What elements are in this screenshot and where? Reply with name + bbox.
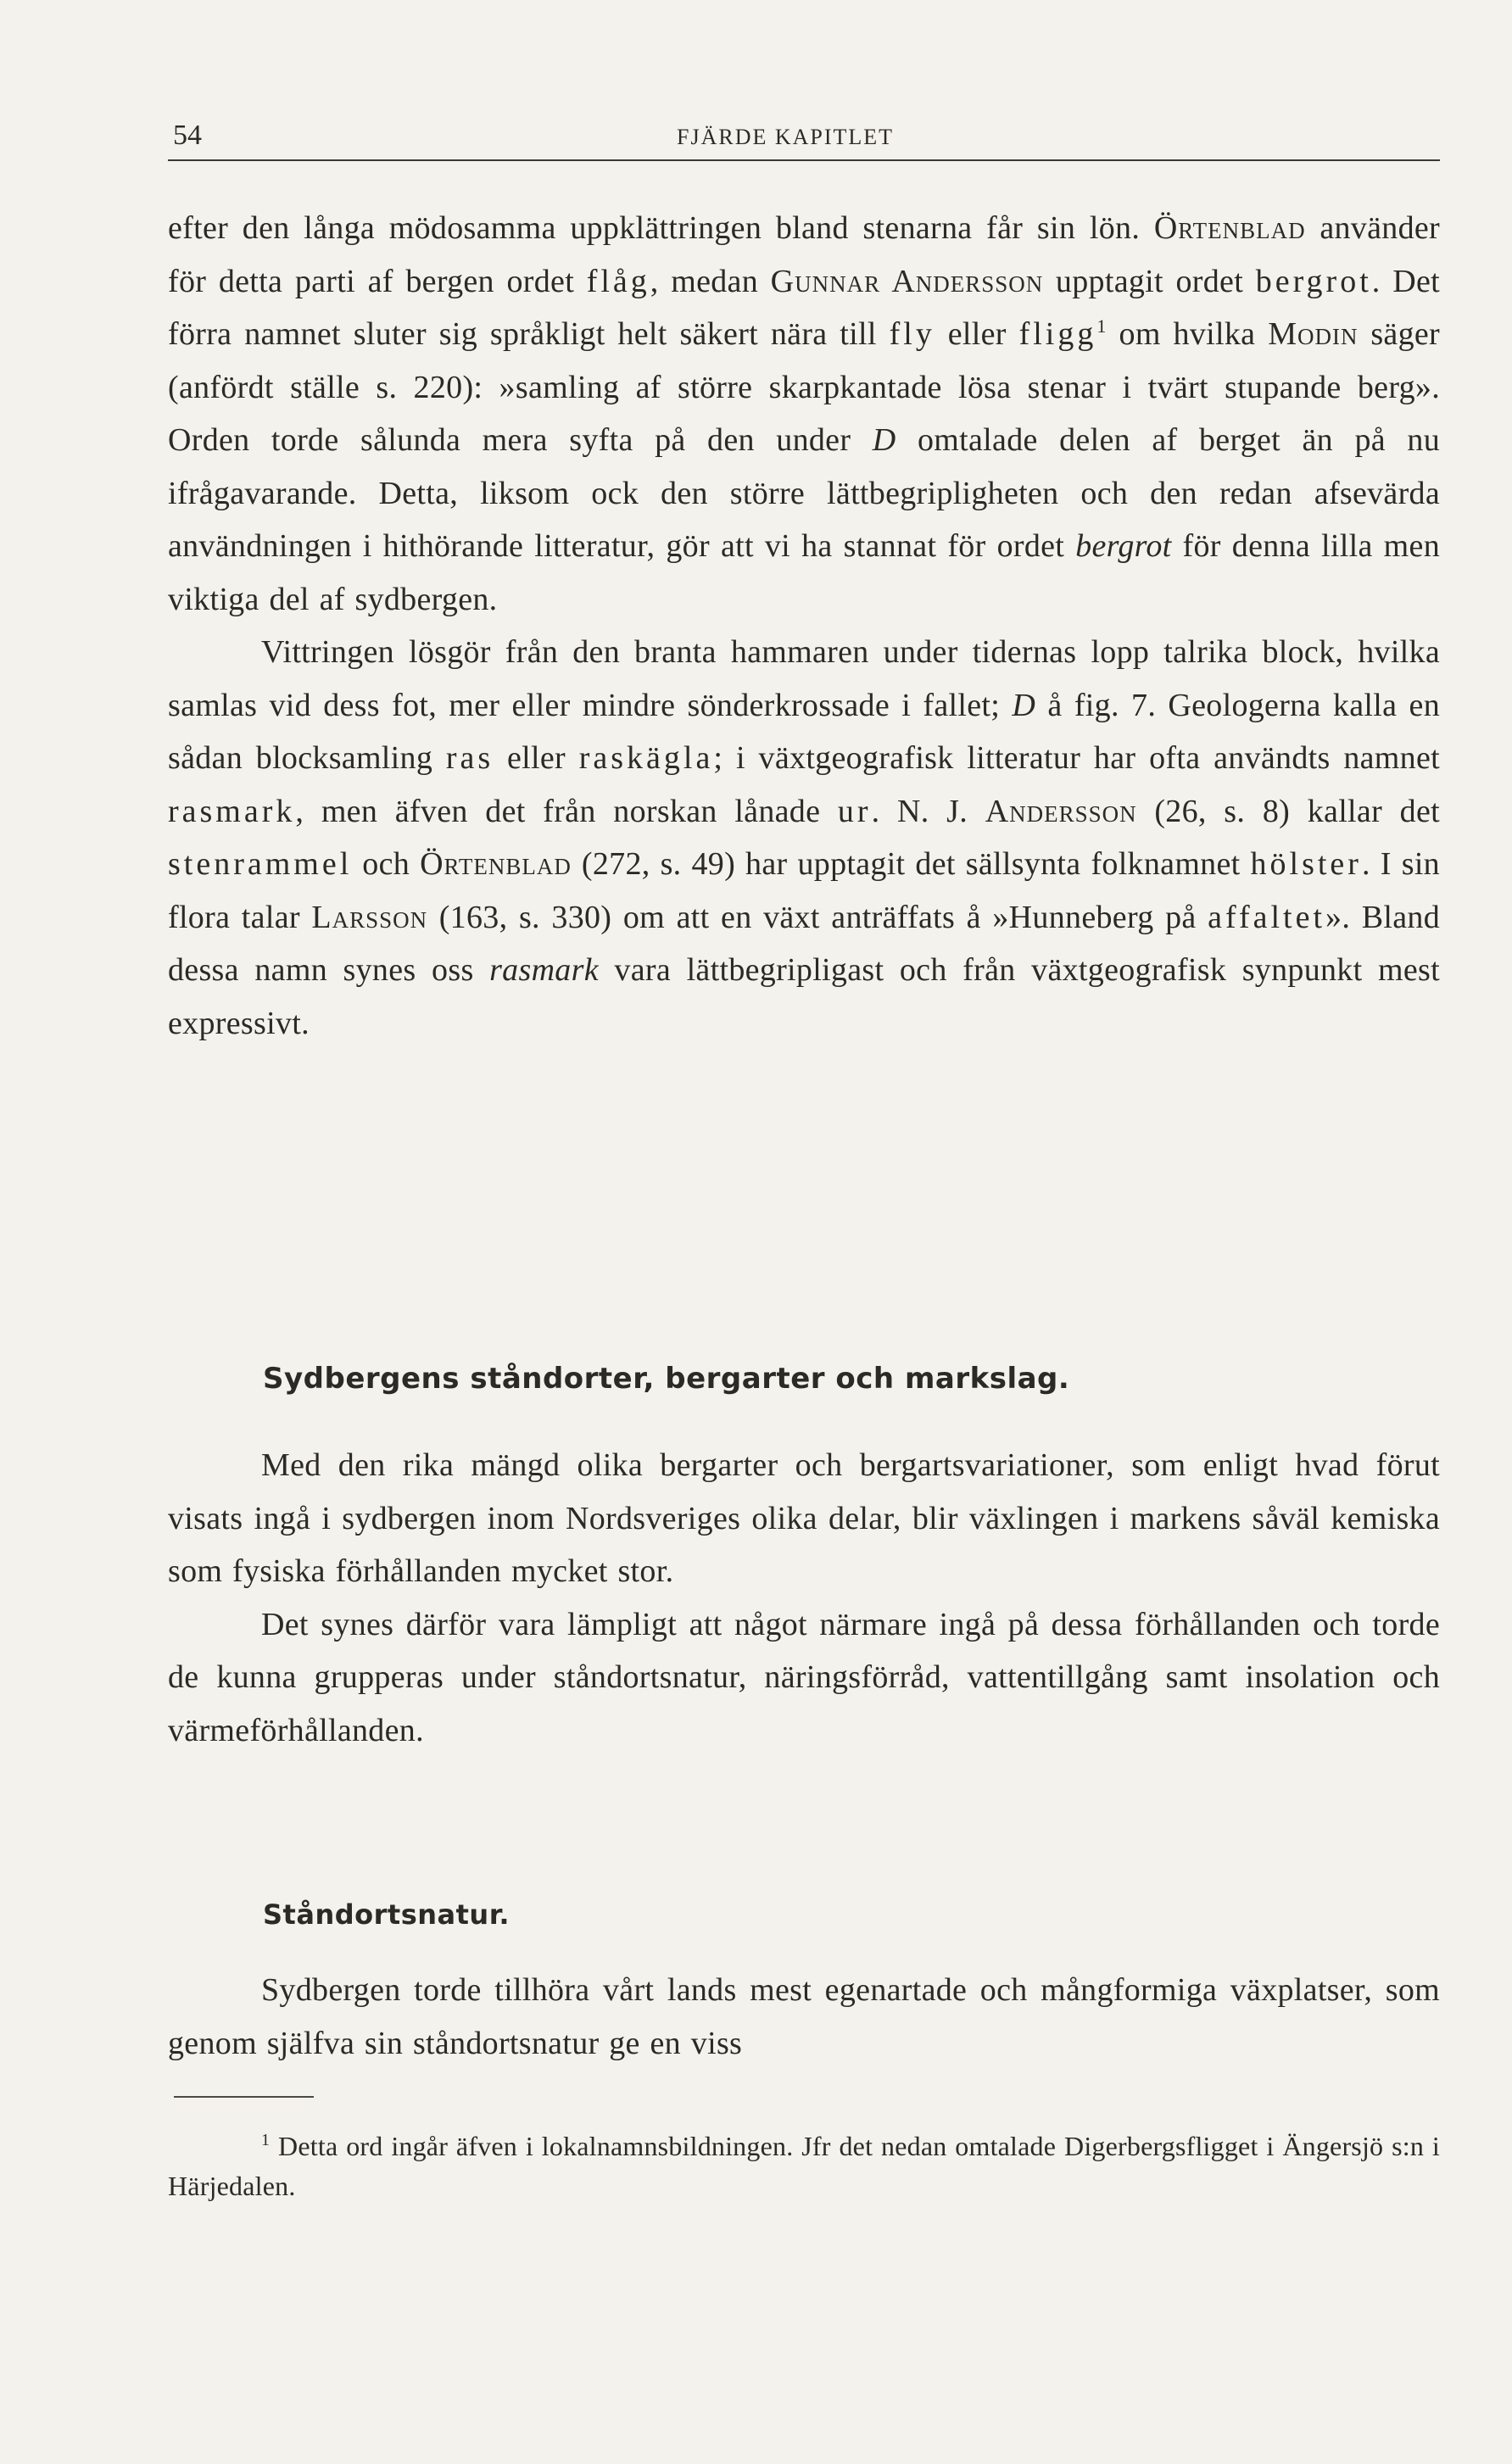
text-run: (272, s. 49) har upptagit det sällsynta folknamnet <box>571 846 1251 882</box>
author-name: Örtenblad <box>1153 210 1306 246</box>
term: ras <box>445 740 494 776</box>
body-lower <box>168 1964 1440 2070</box>
term: affaltet <box>1208 899 1326 935</box>
body-upper <box>168 202 1440 1050</box>
footnote <box>168 2127 1440 2206</box>
text-run: . I sin flora talar <box>168 846 1440 935</box>
text-run: , men äfven det från norskan lånade <box>295 793 838 829</box>
author-name: Larsson <box>311 899 428 935</box>
term: hölster <box>1250 846 1362 882</box>
paragraph-forhallanden: Det synes därför vara lämpligt att något närmare ingå på dessa förhållanden och torde de kunna grupperas under ståndortsnatur, näringsförråd, vattentillgång samt insolation och värmeförhållanden. <box>168 1606 1440 1748</box>
text-run: eller <box>494 740 579 776</box>
term: rasmark <box>168 793 296 829</box>
text-run: efter den långa mödosamma uppklättringen bland stenarna får sin lön. <box>168 210 1141 246</box>
author-name: Örtenblad <box>420 846 572 882</box>
text-run: för denna lilla men viktiga del af sydbergen. <box>168 528 1441 617</box>
footnote-divider <box>174 2096 314 2098</box>
term: stenrammel <box>168 846 353 882</box>
term: fly <box>889 316 935 352</box>
term: ur <box>837 793 872 829</box>
text-run: använder för detta parti af bergen ordet <box>168 210 1440 299</box>
author-name: Gunnar Andersson <box>770 263 1044 299</box>
running-title: FJÄRDE KAPITLET <box>677 125 895 149</box>
text-run: och <box>352 846 421 882</box>
text-run: säger (anfördt ställe s. 220): »samling af större skarpkantade lösa stenar i tvärt stupande berg». Orden torde sålunda mera syfta på den under <box>168 316 1441 458</box>
text-run: (163, s. 330) om att en växt anträffats å »Hunneberg på <box>427 899 1208 935</box>
text-run: Vittringen lösgör från den branta hammaren under tidernas lopp talrika block, hvilka samlas vid dess fot, mer eller mindre sönderkrossade i fallet; <box>168 634 1440 723</box>
term: bergrot <box>1075 528 1172 564</box>
figure-label: D <box>872 422 896 458</box>
page-header <box>168 119 1440 161</box>
term: raskägla <box>578 740 714 776</box>
section-heading: Sydbergens ståndorter, bergarter och markslag. <box>263 1362 1070 1396</box>
paragraph-bergarter: Med den rika mängd olika bergarter och bergartsvariationer, som enligt hvad förut visats ingå i sydbergen inom Nordsveriges olika delar, blir växlingen i markens såväl kemiska som fysiska förhållanden mycket stor. <box>168 1447 1440 1589</box>
text-run: omtalade delen af berget än på nu ifrågavarande. Detta, liksom ock den större lättbegripligheten och den redan afsevärda användningen i hithörande litteratur, gör att vi ha stannat för ordet <box>168 422 1440 564</box>
text-run: vara lättbegripligast och från växtgeografisk synpunkt mest expressivt. <box>168 952 1440 1041</box>
footnote-marker: 1 <box>261 2131 271 2149</box>
text-run: om hvilka <box>1106 316 1269 352</box>
term: bergrot <box>1255 263 1372 299</box>
text-run: upptagit ordet <box>1043 263 1256 299</box>
paragraph-bergrot <box>168 202 1440 626</box>
author-name: Andersson <box>985 793 1137 829</box>
text-run: ; i växtgeografisk litteratur har ofta användts namnet <box>713 740 1440 776</box>
term: flåg <box>586 263 650 299</box>
term: fligg <box>1018 316 1097 352</box>
paragraph-rasmark <box>168 626 1440 1050</box>
footnote-text: Detta ord ingår äfven i lokalnamnsbildningen. Jfr det nedan omtalade Digerbergsfligget i Ängersjö s:n i Härjedalen. <box>168 2131 1440 2201</box>
page-number: 54 <box>173 120 202 151</box>
paragraph-standortsnatur: Sydbergen torde tillhöra vårt lands mest egenartade och mångformiga växplatser, som genom själfva sin ståndortsnatur ge en viss <box>168 1972 1440 2061</box>
text-run: , medan <box>650 263 771 299</box>
text-run: (26, s. 8) kallar det <box>1136 793 1440 829</box>
text-run: . Det förra namnet sluter sig språkligt helt säkert nära till <box>168 263 1440 352</box>
text-run: ». Bland dessa namn synes oss <box>168 899 1440 988</box>
author-name: Modin <box>1268 316 1359 352</box>
term: rasmark <box>489 952 599 988</box>
text-run: eller <box>935 316 1019 352</box>
footnote-ref[interactable]: 1 <box>1096 315 1107 337</box>
text-run: . N. J. <box>871 793 985 829</box>
body-middle <box>168 1439 1440 1757</box>
text-run: å fig. 7. Geologerna kalla en sådan blocksamling <box>168 687 1440 776</box>
figure-label: D <box>1012 687 1036 723</box>
subsection-heading: Ståndortsnatur. <box>263 1898 511 1931</box>
